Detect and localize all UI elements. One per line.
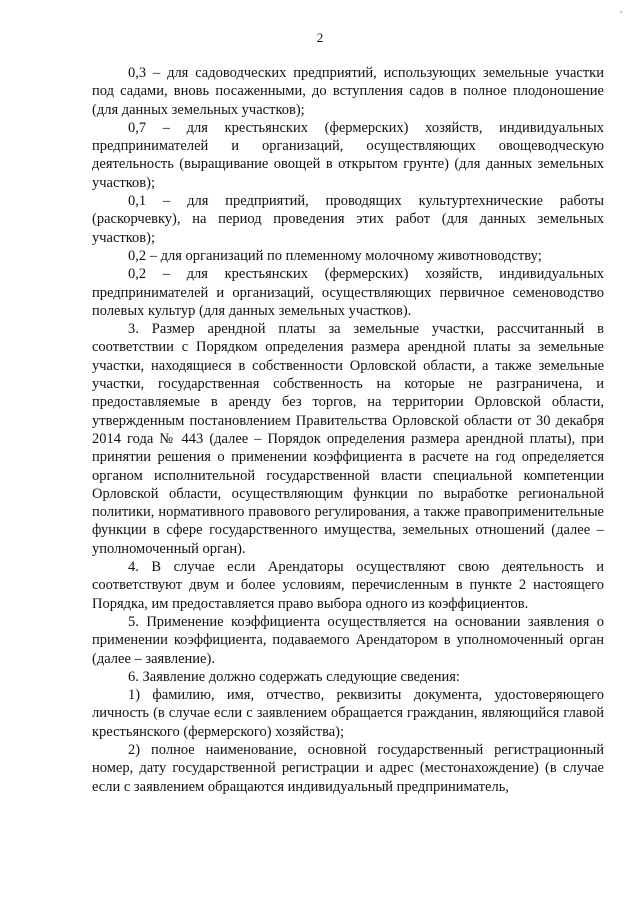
- paragraph-item-6-1: 1) фамилию, имя, отчество, реквизиты документа, удостоверяющего личность (в случае если с заявлением обращается гражданин, являющийся главой крестьянского (фермерского) хозяйства);: [92, 687, 604, 740]
- paragraph-coef-0-2-livestock: 0,2 – для организаций по племенному молочному животноводству;: [128, 247, 542, 264]
- paragraph-item-5: 5. Применение коэффициента осуществляется на основании заявления о применении коэффициента, подаваемого Арендатором в уполномоченный орган (далее – заявление).: [92, 613, 604, 667]
- paragraph-coef-0-2-seed: 0,2 – для крестьянских (фермерских) хозяйств, индивидуальных предпринимателей и организаций, осуществляющих первичное семеноводство полевых культур (для данных земельных участков).: [92, 266, 604, 319]
- page-number: 2: [316, 30, 324, 45]
- document-body: [92, 64, 604, 795]
- paragraph-item-4: 4. В случае если Арендаторы осуществляют свою деятельность и соответствуют двум и более условиям, перечисленным в пункте 2 настоящего Порядка, им предоставляется право выбора одного из коэффициентов.: [92, 559, 604, 612]
- paragraph-item-6: 6. Заявление должно содержать следующие сведения:: [128, 668, 460, 685]
- corner-mark: ': [620, 10, 622, 21]
- paragraph-coef-0-7: 0,7 – для крестьянских (фермерских) хозяйств, индивидуальных предпринимателей и организаций, осуществляющих овощеводческую деятельность (выращивание овощей в открытом грунте) (для данных земельных участков);: [92, 119, 604, 191]
- paragraph-item-3: 3. Размер арендной платы за земельные участки, рассчитанный в соответствии с Порядком определения размера арендной платы за земельные участки, находящиеся в собственности Орловской области, а также земельные участки, государственная собственность на которые не разграничена, и предоставляемые в аренду без торгов, на территории Орловской области, утвержденным постановлением Правительства Орловской области от 30 декабря 2014 года № 443 (далее – Порядок определения размера арендной платы), при принятии решения о применении коэффициента в расчете на год определяется органом исполнительной государственной власти специальной компетенции Орловской области, осуществляющим функции по выработке региональной политики, нормативного правового регулирования, а также правоприменительные функции в сфере государственного имущества, земельных отношений (далее – уполномоченный орган).: [92, 321, 604, 557]
- paragraph-item-6-2: 2) полное наименование, основной государственный регистрационный номер, дату государственной регистрации и адрес (местонахождение) (в случае если с заявлением обращаются индивидуальный предприниматель,: [92, 741, 604, 795]
- paragraph-coef-0-1: 0,1 – для предприятий, проводящих культуртехнические работы (раскорчевку), на период проведения этих работ (для данных земельных участков);: [92, 193, 604, 246]
- paragraph-coef-0-3: 0,3 – для садоводческих предприятий, использующих земельные участки под садами, вновь посаженными, до вступления садов в полное плодоношение (для данных земельных участков);: [92, 65, 604, 118]
